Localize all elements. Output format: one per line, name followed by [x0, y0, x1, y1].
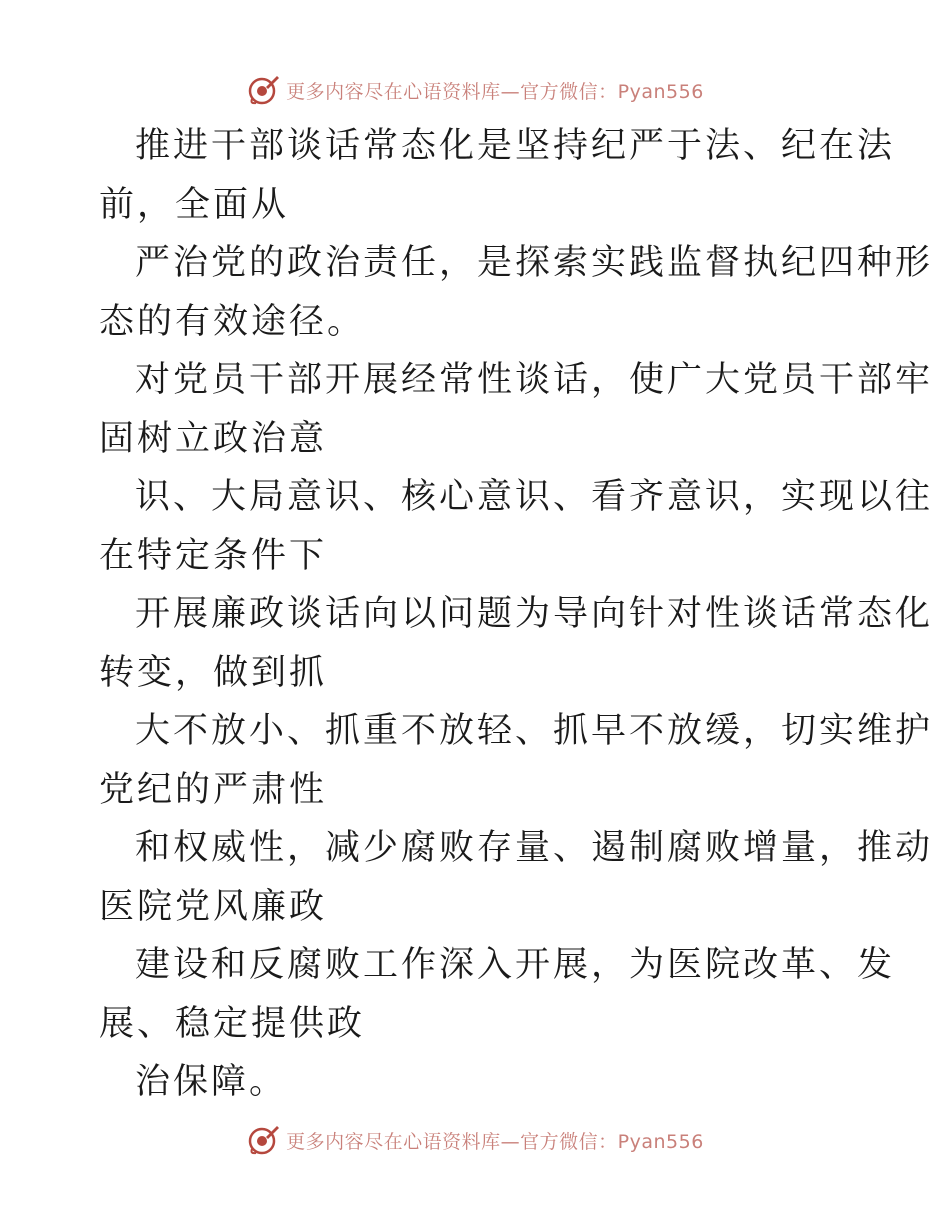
text-line: 前，全面从 [99, 184, 290, 225]
text-line: 固树立政治意 [99, 418, 328, 459]
pen-logo-icon [246, 73, 280, 107]
text-line: 转变，做到抓 [99, 652, 328, 693]
text-line: 大不放小、抓重不放轻、抓早不放缓，切实维护 [135, 711, 934, 751]
text-line: 识、大局意识、核心意识、看齐意识，实现以往 [135, 477, 934, 517]
footer-banner [0, 1120, 950, 1160]
document-body [99, 117, 934, 1112]
text-line: 在特定条件下 [99, 535, 328, 576]
pen-logo-icon [246, 1123, 280, 1157]
text-line: 对党员干部开展经常性谈话，使广大党员干部牢 [135, 360, 934, 400]
text-line: 态的有效途径。 [99, 301, 366, 342]
text-line: 治保障。 [135, 1062, 288, 1102]
text-line: 推进干部谈话常态化是坚持纪严于法、纪在法 [135, 126, 896, 166]
banner-text: 更多内容尽在心语资料库—官方微信：Pyan556 [286, 80, 704, 103]
text-line: 党纪的严肃性 [99, 769, 328, 810]
text-line: 建设和反腐败工作深入开展，为医院改革、发 [135, 945, 896, 985]
text-line: 和权威性，减少腐败存量、遏制腐败增量，推动 [135, 828, 934, 868]
text-line: 开展廉政谈话向以问题为导向针对性谈话常态化 [135, 594, 934, 634]
text-line: 展、稳定提供政 [99, 1003, 366, 1044]
text-line: 严治党的政治责任，是探索实践监督执纪四种形 [135, 243, 934, 283]
banner-text: 更多内容尽在心语资料库—官方微信：Pyan556 [286, 1130, 704, 1153]
header-banner [0, 70, 950, 110]
text-line: 医院党风廉政 [99, 886, 328, 927]
